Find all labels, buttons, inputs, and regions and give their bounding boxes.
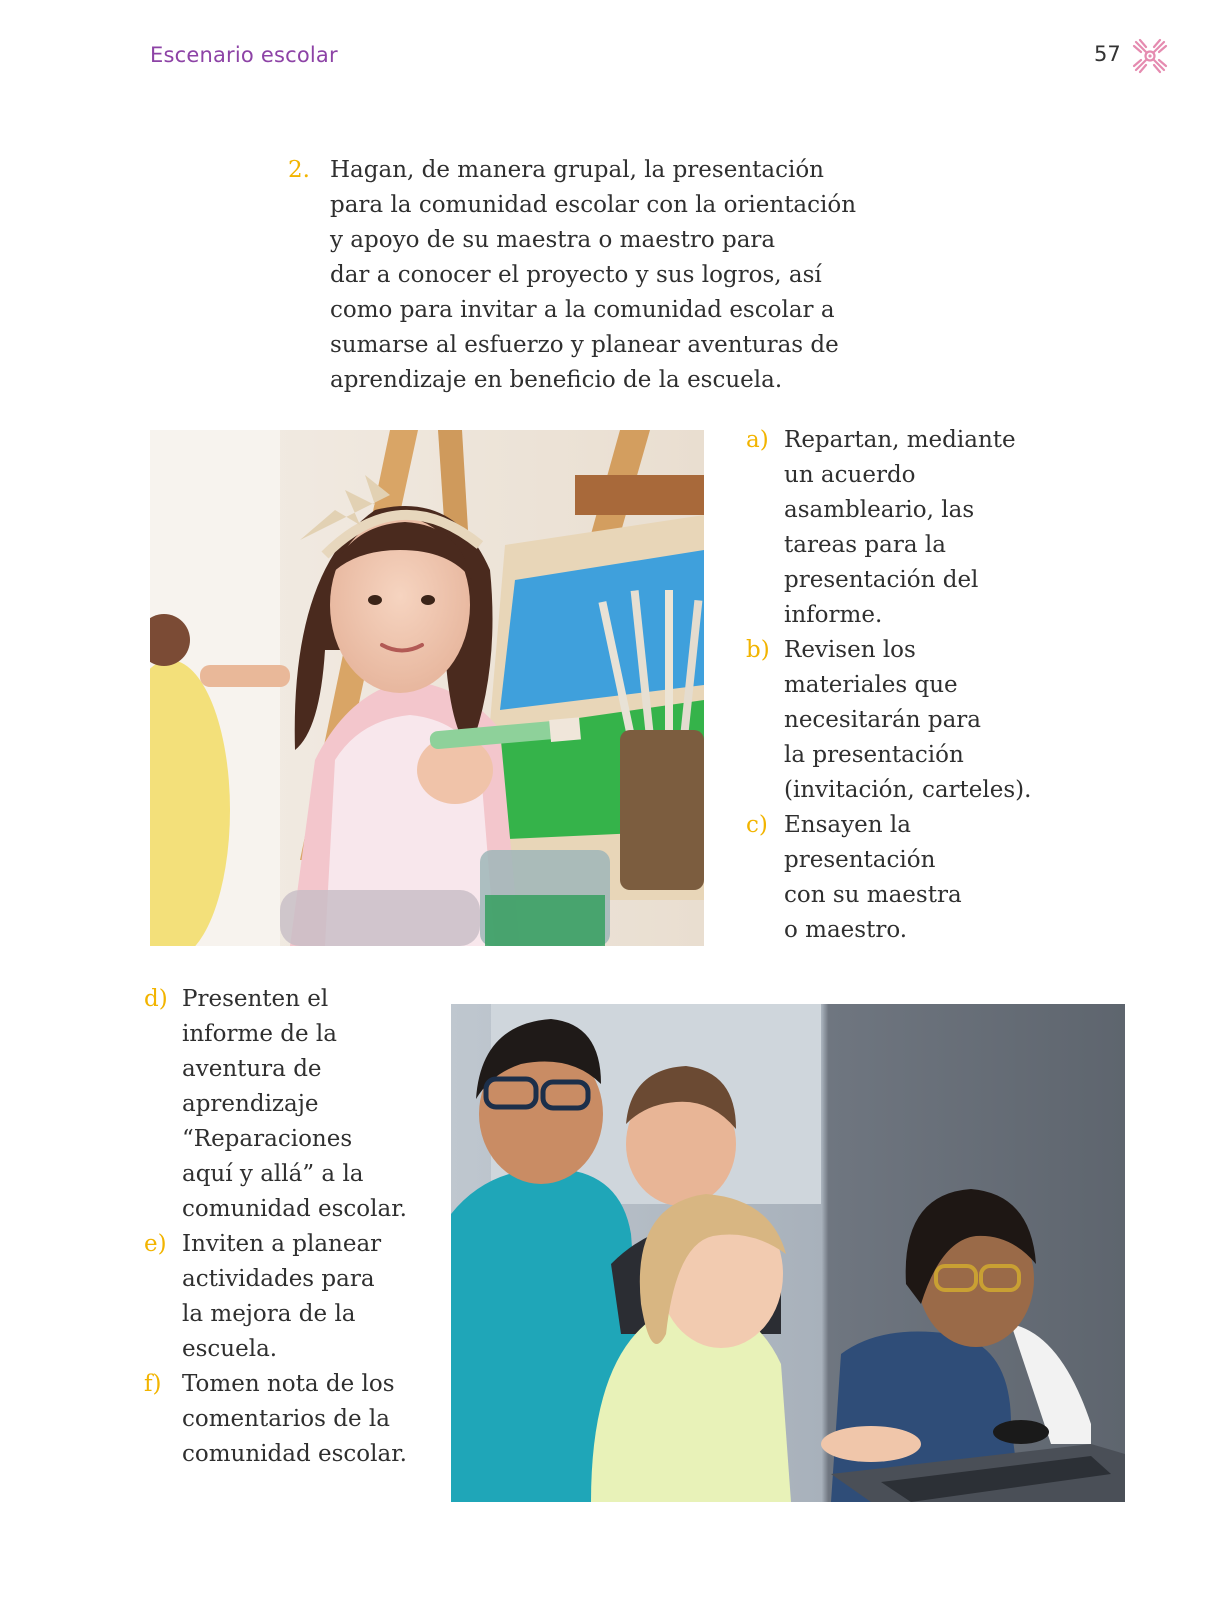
text-line: necesitarán para [784, 707, 982, 733]
text-line: aquí y allá” a la [182, 1161, 364, 1187]
item-d-text [182, 982, 407, 1227]
photo-children-computer [451, 1004, 1125, 1502]
item-f-marker: f) [144, 1371, 162, 1397]
text-line: con su maestra [784, 882, 962, 908]
text-line: Revisen los [784, 637, 916, 663]
text-line: la mejora de la [182, 1301, 356, 1327]
text-line: (invitación, carteles). [784, 777, 1032, 803]
text-line: aventura de [182, 1056, 322, 1082]
text-line: Repartan, mediante [784, 427, 1016, 453]
text-line: Tomen nota de los [182, 1371, 395, 1397]
text-line: sumarse al esfuerzo y planear aventuras de [330, 332, 839, 358]
text-line: un acuerdo [784, 462, 916, 488]
text-line: asambleario, las [784, 497, 975, 523]
text-line: aprendizaje en beneficio de la escuela. [330, 367, 783, 393]
text-line: presentación del [784, 567, 979, 593]
photo-girl-painting [150, 430, 704, 946]
text-line: presentación [784, 847, 936, 873]
text-line: comunidad escolar. [182, 1196, 407, 1222]
item-f-text [182, 1367, 407, 1472]
text-line: “Reparaciones [182, 1126, 353, 1152]
item-d-marker: d) [144, 986, 168, 1012]
item-e-text [182, 1227, 381, 1367]
item-e-marker: e) [144, 1231, 167, 1257]
text-line: dar a conocer el proyecto y sus logros, así [330, 262, 822, 288]
text-line: informe de la [182, 1021, 337, 1047]
item-2-marker: 2. [288, 157, 310, 183]
text-line: Hagan, de manera grupal, la presentación [330, 157, 824, 183]
text-line: para la comunidad escolar con la orientación [330, 192, 857, 218]
text-line: Inviten a planear [182, 1231, 382, 1257]
item-2-text [330, 153, 856, 398]
text-line: y apoyo de su maestra o maestro para [330, 227, 776, 253]
text-line: comentarios de la [182, 1406, 390, 1432]
text-line: materiales que [784, 672, 958, 698]
item-b-marker: b) [746, 637, 770, 663]
text-line: Presenten el [182, 986, 329, 1012]
item-c-text [784, 808, 962, 948]
section-title: Escenario escolar [150, 43, 338, 67]
item-a-text [784, 423, 1016, 633]
text-line: la presentación [784, 742, 964, 768]
item-c-marker: c) [746, 812, 768, 838]
text-line: Ensayen la [784, 812, 911, 838]
text-line: escuela. [182, 1336, 278, 1362]
item-b-text [784, 633, 1031, 808]
page-number: 57 [1094, 42, 1121, 66]
text-line: comunidad escolar. [182, 1441, 407, 1467]
text-line: tareas para la [784, 532, 946, 558]
flower-ornament-icon [1132, 38, 1168, 74]
text-line: actividades para [182, 1266, 375, 1292]
item-a-marker: a) [746, 427, 769, 453]
text-line: aprendizaje [182, 1091, 319, 1117]
text-line: informe. [784, 602, 883, 628]
text-line: o maestro. [784, 917, 908, 943]
text-line: como para invitar a la comunidad escolar a [330, 297, 835, 323]
